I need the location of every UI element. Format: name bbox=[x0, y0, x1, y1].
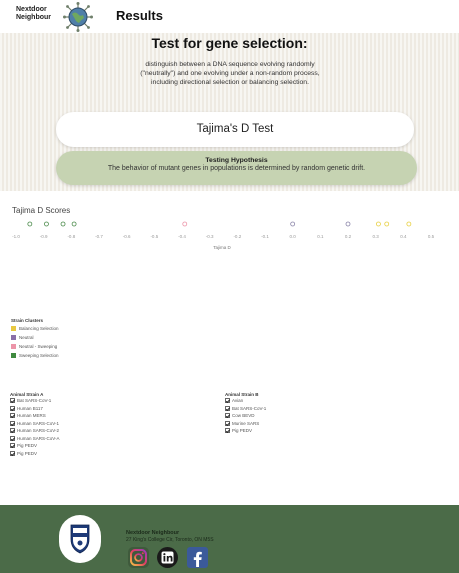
hypothesis-text: The behavior of mutant genes in populations is determined by random genetic drift. bbox=[107, 165, 366, 172]
checkbox[interactable] bbox=[10, 443, 15, 448]
test-name-card: Tajima's D Test bbox=[56, 112, 414, 147]
checkbox-label: Bat SARS-CoV-1 bbox=[17, 398, 52, 404]
x-tick-label: -0.5 bbox=[150, 234, 159, 239]
brand-name[interactable] bbox=[16, 6, 51, 22]
filter-a-title: Animal Strain A bbox=[10, 392, 44, 397]
strain-b-option[interactable] bbox=[225, 397, 266, 405]
checkbox[interactable] bbox=[225, 413, 230, 418]
legend-label: Sweeping Selection bbox=[19, 353, 59, 358]
legend-item[interactable] bbox=[11, 342, 59, 351]
data-point[interactable] bbox=[385, 222, 389, 226]
data-point[interactable] bbox=[407, 222, 411, 226]
x-tick-label: -0.6 bbox=[122, 234, 131, 239]
strain-a-option[interactable] bbox=[10, 405, 60, 413]
legend-label: Neutral bbox=[19, 335, 34, 340]
checkbox-label: Human SARS-CoV-A bbox=[17, 435, 60, 441]
university-crest-icon[interactable] bbox=[59, 515, 101, 563]
strain-a-option[interactable] bbox=[10, 442, 60, 450]
x-tick-label: -0.9 bbox=[39, 234, 48, 239]
checkbox-label: Bat SARS-CoV-1 bbox=[232, 405, 267, 411]
x-tick-label: -1.0 bbox=[12, 234, 20, 239]
data-point[interactable] bbox=[72, 222, 76, 226]
footer-name: Nextdoor Neighbour bbox=[126, 530, 180, 536]
legend-swatch bbox=[11, 326, 16, 331]
checkbox[interactable] bbox=[225, 398, 230, 403]
x-tick-label: 0.3 bbox=[372, 234, 379, 239]
brand-line-1: Nextdoor bbox=[16, 6, 47, 13]
legend-label: Balancing Selection bbox=[19, 326, 59, 331]
x-tick-label: 0.1 bbox=[317, 234, 324, 239]
x-tick-label: -0.1 bbox=[261, 234, 269, 239]
checkbox[interactable] bbox=[10, 398, 15, 403]
checkbox[interactable] bbox=[10, 413, 15, 418]
strain-a-option[interactable] bbox=[10, 420, 60, 428]
checkbox[interactable] bbox=[10, 436, 15, 441]
x-tick-label: 0.4 bbox=[400, 234, 407, 239]
x-tick-label: -0.7 bbox=[95, 234, 103, 239]
legend-title: Strain Clusters bbox=[11, 318, 44, 323]
x-tick-label: -0.8 bbox=[67, 234, 76, 239]
checkbox-label: Human SARS-CoV-2 bbox=[17, 428, 60, 434]
data-point[interactable] bbox=[376, 222, 380, 226]
data-point[interactable] bbox=[346, 222, 350, 226]
checkbox-label: Avian bbox=[232, 398, 244, 404]
data-point[interactable] bbox=[28, 222, 32, 226]
tajima-scatter-chart[interactable] bbox=[0, 216, 459, 256]
checkbox-label: Human MERS bbox=[17, 413, 46, 419]
hero-description: distinguish between a DNA sequence evolving randomly ("neutrally") and one evolving under a non-random process, including directional selection or balancing selection. bbox=[140, 61, 320, 86]
strain-b-option[interactable] bbox=[225, 405, 266, 413]
strain-a-option[interactable] bbox=[10, 435, 60, 443]
footer bbox=[0, 505, 459, 573]
legend-item[interactable] bbox=[11, 333, 59, 342]
x-tick-label: 0.2 bbox=[344, 234, 352, 239]
data-point[interactable] bbox=[291, 222, 295, 226]
checkbox-label: Cow BEVD bbox=[232, 413, 255, 419]
checkbox-label: Human B117 bbox=[17, 405, 43, 411]
checkbox[interactable] bbox=[225, 406, 230, 411]
filter-b-title: Animal Strain B bbox=[225, 392, 259, 397]
x-axis-label: Tajima D bbox=[213, 245, 231, 250]
filter-b-list bbox=[225, 397, 266, 435]
hero-title: Test for gene selection: bbox=[151, 35, 308, 51]
checkbox[interactable] bbox=[10, 451, 15, 456]
x-tick-label: -0.3 bbox=[205, 234, 214, 239]
page-title: Results bbox=[116, 8, 163, 23]
checkbox-label: Pig PEDV bbox=[232, 428, 253, 434]
filter-a-list bbox=[10, 397, 60, 457]
checkbox-label: Murine SARS bbox=[232, 420, 260, 426]
strain-b-option[interactable] bbox=[225, 427, 266, 435]
data-point[interactable] bbox=[183, 222, 187, 226]
facebook-icon[interactable] bbox=[187, 547, 208, 568]
legend-item[interactable] bbox=[11, 351, 59, 360]
instagram-icon[interactable] bbox=[128, 547, 149, 568]
x-tick-label: 0.5 bbox=[427, 234, 435, 239]
legend bbox=[11, 324, 59, 360]
strain-a-option[interactable] bbox=[10, 450, 60, 458]
header bbox=[0, 0, 459, 33]
checkbox-label: Pig PEDV bbox=[17, 450, 38, 456]
brand-line-2: Neighbour bbox=[16, 14, 51, 21]
checkbox-label: Pig PEDV bbox=[17, 443, 38, 449]
checkbox[interactable] bbox=[225, 428, 230, 433]
strain-a-option[interactable] bbox=[10, 397, 60, 405]
hero-section bbox=[0, 33, 459, 191]
checkbox[interactable] bbox=[10, 421, 15, 426]
strain-b-option[interactable] bbox=[225, 412, 266, 420]
x-tick-label: -0.4 bbox=[178, 234, 186, 239]
legend-label: Neutral - Sweeping bbox=[19, 344, 58, 349]
checkbox[interactable] bbox=[10, 428, 15, 433]
x-tick-label: -0.2 bbox=[233, 234, 242, 239]
strain-a-option[interactable] bbox=[10, 412, 60, 420]
strain-b-option[interactable] bbox=[225, 420, 266, 428]
chart-title: Tajima D Scores bbox=[12, 206, 71, 215]
data-point[interactable] bbox=[44, 222, 48, 226]
legend-swatch bbox=[11, 353, 16, 358]
hypothesis-title: Testing Hypothesis bbox=[205, 157, 268, 164]
linkedin-icon[interactable] bbox=[157, 547, 178, 568]
footer-address: 27 King's College Cir, Toronto, ON M5S bbox=[126, 537, 214, 543]
legend-swatch bbox=[11, 335, 16, 340]
legend-item[interactable] bbox=[11, 324, 59, 333]
virus-globe-icon[interactable] bbox=[63, 2, 93, 32]
strain-a-option[interactable] bbox=[10, 427, 60, 435]
checkbox[interactable] bbox=[225, 421, 230, 426]
legend-swatch bbox=[11, 344, 16, 349]
checkbox[interactable] bbox=[10, 406, 15, 411]
x-tick-label: 0.0 bbox=[289, 234, 296, 239]
data-point[interactable] bbox=[61, 222, 65, 226]
hypothesis-card bbox=[56, 151, 417, 185]
checkbox-label: Human SARS-CoV-1 bbox=[17, 420, 60, 426]
